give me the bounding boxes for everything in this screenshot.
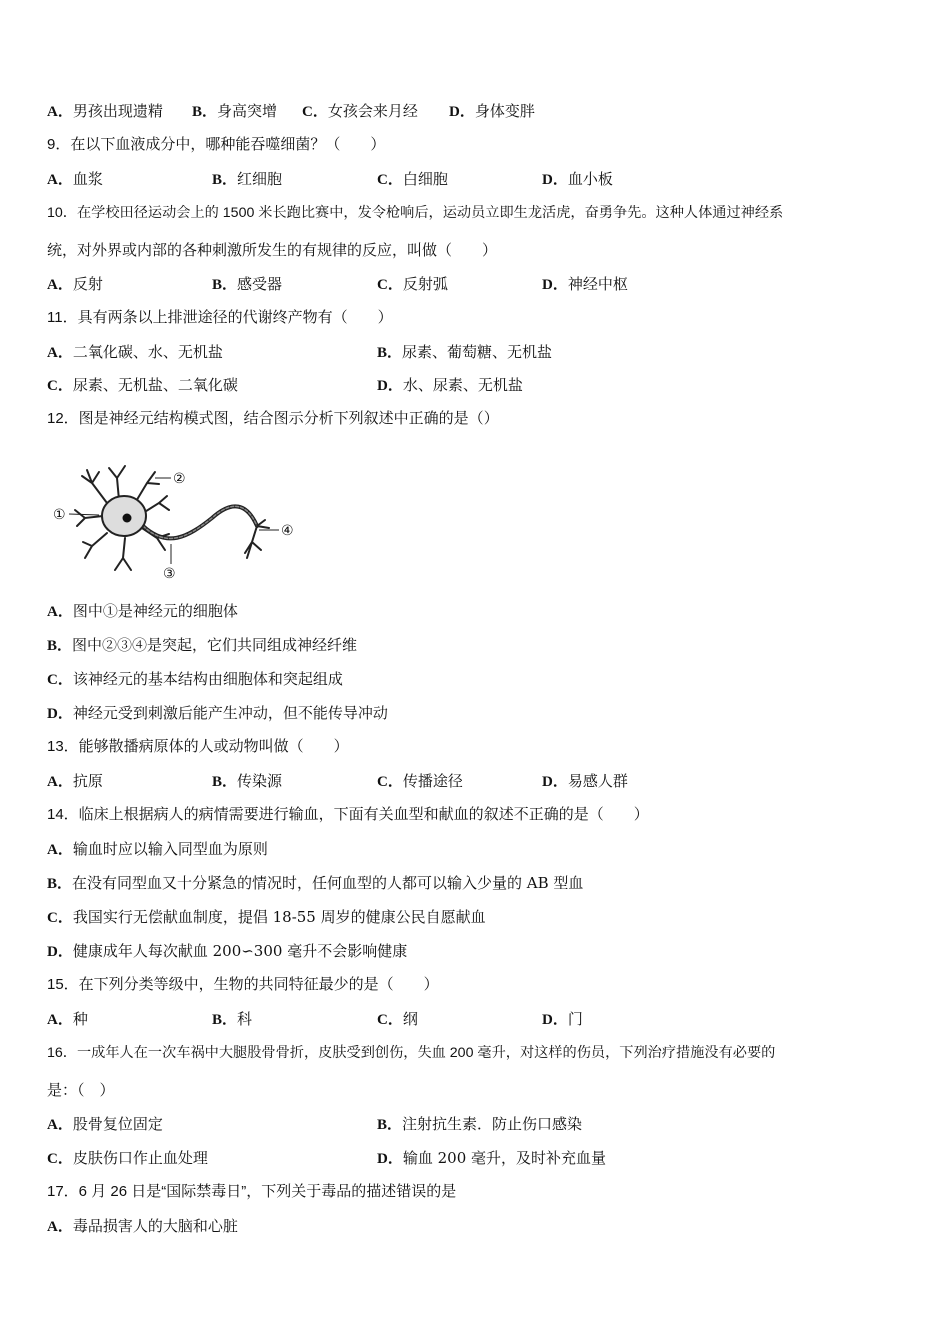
- q11-option-b: [377, 342, 552, 363]
- figure-label-2: ②: [173, 471, 186, 487]
- option-letter: D．: [542, 1012, 568, 1028]
- option-text: 在没有同型血又十分紧急的情况时，任何血型的人都可以输入少量的 AB 型血: [72, 874, 584, 892]
- option-letter: D．: [377, 378, 403, 394]
- option-letter: B．: [192, 104, 218, 120]
- option-letter: C．: [377, 774, 403, 790]
- option-letter: A．: [47, 345, 73, 361]
- q16-option-a: [47, 1114, 163, 1135]
- option-letter: A．: [47, 1117, 73, 1133]
- option-letter: D．: [47, 944, 73, 960]
- q14-option-d: [47, 941, 407, 962]
- option-letter: C．: [302, 104, 328, 120]
- q12-option-b: [47, 635, 357, 656]
- option-text: 水、尿素、无机盐: [402, 376, 523, 394]
- option-letter: D．: [542, 277, 568, 293]
- option-text: 尿素、葡萄糖、无机盐: [402, 343, 553, 361]
- option-letter: D．: [449, 104, 475, 120]
- option-letter: B．: [212, 774, 238, 790]
- q10-option-d: [542, 274, 628, 295]
- option-letter: D．: [542, 774, 568, 790]
- q15-option-d: [542, 1009, 583, 1030]
- option-text: 我国实行无偿献血制度，提倡 18-55 周岁的健康公民自愿献血: [72, 908, 486, 926]
- option-letter: C．: [47, 378, 73, 394]
- option-text: 神经中枢: [567, 275, 628, 293]
- option-letter: A．: [47, 774, 73, 790]
- option-letter: B．: [212, 1012, 238, 1028]
- q14-option-b: [47, 873, 583, 894]
- option-text: 抗原: [72, 772, 103, 790]
- q14-option-a: [47, 839, 268, 860]
- q9-option-d: [542, 169, 613, 190]
- q9-option-c: [377, 169, 448, 190]
- q16-option-b: [377, 1114, 582, 1135]
- option-text: 股骨复位固定: [72, 1115, 163, 1133]
- option-text: 该神经元的基本结构由细胞体和突起组成: [72, 670, 343, 688]
- option-letter: A．: [47, 277, 73, 293]
- option-letter: D．: [47, 706, 73, 722]
- option-text: 图中②③④是突起，它们共同组成神经纤维: [72, 636, 358, 654]
- q11-option-c: [47, 375, 238, 396]
- q10-option-c: [377, 274, 448, 295]
- option-text: 门: [567, 1010, 583, 1028]
- option-text: 注射抗生素．防止伤口感染: [402, 1115, 583, 1133]
- q11-option-a: [47, 342, 223, 363]
- option-letter: A．: [47, 604, 73, 620]
- q13-option-c: [377, 771, 463, 792]
- option-text: 女孩会来月经: [327, 102, 418, 120]
- option-letter: B．: [47, 876, 73, 892]
- option-letter: A．: [47, 1219, 73, 1235]
- option-letter: C．: [377, 277, 403, 293]
- q14-stem: 14．临床上根据病人的病情需要进行输血，下面有关血型和献血的叙述不正确的是（ ）: [47, 806, 649, 823]
- figure-label-3: ③: [163, 566, 176, 582]
- q16-stem-line1: 16．一成年人在一次车祸中大腿股骨骨折，皮肤受到创伤，失血 200 毫升，对这样的伤员，下列治疗措施没有必要的: [47, 1045, 776, 1061]
- q13-stem: 13．能够散播病原体的人或动物叫做（ ）: [47, 738, 349, 755]
- option-letter: C．: [47, 672, 73, 688]
- option-text: 二氧化碳、水、无机盐: [72, 343, 223, 361]
- option-letter: C．: [47, 910, 73, 926]
- q12-option-c: [47, 669, 343, 690]
- q15-option-a: [47, 1009, 88, 1030]
- q17-stem: 17．6 月 26 日是“国际禁毒日”，下列关于毒品的描述错误的是: [47, 1183, 457, 1200]
- option-text: 传染源: [237, 772, 283, 790]
- option-text: 传播途径: [402, 772, 463, 790]
- option-letter: D．: [542, 172, 568, 188]
- option-text: 纲: [402, 1010, 418, 1028]
- q8-option-a: [47, 101, 163, 122]
- option-text: 科: [237, 1010, 253, 1028]
- figure-label-4: ④: [281, 523, 294, 539]
- q10-stem-line1: 10．在学校田径运动会上的 1500 米长跑比赛中，发令枪响后，运动员立即生龙活虎，奋勇争先。这种人体通过神经系: [47, 205, 784, 221]
- option-letter: C．: [377, 1012, 403, 1028]
- option-text: 尿素、无机盐、二氧化碳: [72, 376, 238, 394]
- option-letter: B．: [377, 1117, 403, 1133]
- q9-option-b: [212, 169, 282, 190]
- option-text: 男孩出现遗精: [72, 102, 163, 120]
- option-text: 神经元受到刺激后能产生冲动，但不能传导冲动: [72, 704, 388, 722]
- option-text: 血浆: [72, 170, 103, 188]
- option-letter: B．: [212, 172, 238, 188]
- neuron-illustration: [47, 458, 307, 583]
- option-text: 输血 200 毫升，及时补充血量: [402, 1149, 607, 1167]
- option-text: 身高突增: [217, 102, 278, 120]
- q9-stem: 9．在以下血液成分中，哪种能吞噬细菌？（ ）: [47, 136, 386, 153]
- option-text: 种: [72, 1010, 88, 1028]
- figure-label-1: ①: [53, 507, 66, 523]
- q15-option-c: [377, 1009, 418, 1030]
- q10-option-a: [47, 274, 103, 295]
- q11-option-d: [377, 375, 523, 396]
- q12-stem: 12．图是神经元结构模式图，结合图示分析下列叙述中正确的是（）: [47, 410, 499, 427]
- option-text: 图中①是神经元的细胞体: [72, 602, 238, 620]
- option-letter: A．: [47, 1012, 73, 1028]
- option-text: 皮肤伤口作止血处理: [72, 1149, 208, 1167]
- option-text: 白细胞: [402, 170, 448, 188]
- option-text: 反射: [72, 275, 103, 293]
- option-text: 健康成年人每次献血 200∽300 毫升不会影响健康: [72, 942, 408, 960]
- q17-option-a: [47, 1216, 238, 1237]
- option-text: 感受器: [237, 275, 283, 293]
- q13-option-a: [47, 771, 103, 792]
- option-text: 反射弧: [402, 275, 448, 293]
- q12-option-a: [47, 601, 238, 622]
- q16-option-d: [377, 1148, 606, 1169]
- q13-option-b: [212, 771, 282, 792]
- option-text: 输血时应以输入同型血为原则: [72, 840, 268, 858]
- option-letter: B．: [212, 277, 238, 293]
- q8-option-c: [302, 101, 418, 122]
- q11-stem: 11．具有两条以上排泄途径的代谢终产物有（ ）: [47, 309, 393, 326]
- q10-option-b: [212, 274, 282, 295]
- option-letter: B．: [47, 638, 73, 654]
- option-letter: A．: [47, 172, 73, 188]
- option-letter: A．: [47, 842, 73, 858]
- q9-option-a: [47, 169, 103, 190]
- q15-stem: 15．在下列分类等级中，生物的共同特征最少的是（ ）: [47, 976, 439, 993]
- q16-option-c: [47, 1148, 208, 1169]
- q13-option-d: [542, 771, 628, 792]
- q8-option-d: [449, 101, 535, 122]
- q14-option-c: [47, 907, 486, 928]
- option-letter: A．: [47, 104, 73, 120]
- option-text: 血小板: [567, 170, 613, 188]
- option-text: 身体变胖: [474, 102, 535, 120]
- option-letter: C．: [377, 172, 403, 188]
- q8-option-b: [192, 101, 277, 122]
- option-letter: B．: [377, 345, 403, 361]
- option-letter: C．: [47, 1151, 73, 1167]
- option-text: 毒品损害人的大脑和心脏: [72, 1217, 238, 1235]
- neuron-diagram: [47, 458, 307, 583]
- option-letter: D．: [377, 1151, 403, 1167]
- q15-option-b: [212, 1009, 252, 1030]
- option-text: 红细胞: [237, 170, 283, 188]
- option-text: 易感人群: [567, 772, 628, 790]
- q10-stem-line2: 统，对外界或内部的各种刺激所发生的有规律的反应，叫做（ ）: [47, 241, 498, 259]
- q16-stem-line2: 是：（ ）: [47, 1081, 115, 1099]
- q12-option-d: [47, 703, 388, 724]
